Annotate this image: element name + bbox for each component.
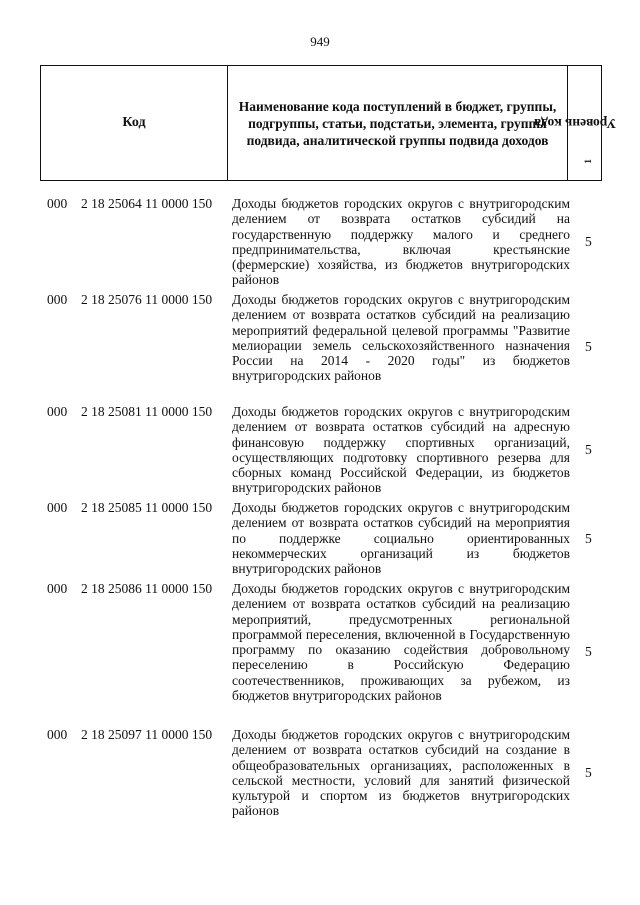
row-level: 5 <box>585 234 592 249</box>
row-description: Доходы бюджетов городских округов с внутригородским делением от возврата остатков субсидий на создание в общеобразовательных организациях, расположенных в сельской местности, условий для занятий физической культурой и спортом из бюджетов внутригородских районов <box>232 727 570 819</box>
row-code: 2 18 25086 11 0000 150 <box>81 581 213 596</box>
row-prefix: 000 <box>47 581 68 596</box>
row-prefix: 000 <box>47 292 68 307</box>
row-description: Доходы бюджетов городских округов с внутригородским делением от возврата остатков субсидий на мероприятия по поддержке социально ориентированных некоммерческих организаций из бюджетов внутригородских районов <box>232 500 570 577</box>
row-level: 5 <box>585 442 592 457</box>
header-level <box>534 66 617 180</box>
row-code: 2 18 25097 11 0000 150 <box>81 727 213 742</box>
header-name: Наименование кода поступлений в бюджет, группы, подгруппы, статьи, подстатьи, элемента, группы подвида, аналитической группы подвида доходов <box>228 66 568 180</box>
page-number: 949 <box>310 34 330 49</box>
row-level: 5 <box>585 765 592 780</box>
row-description: Доходы бюджетов городских округов с внутригородским делением от возврата остатков субсидий на адресную финансовую поддержку спортивных организаций, осуществляющих подготовку спортивного резерва для сборных команд Российской Федерации, из бюджетов внутригородских районов <box>232 404 570 496</box>
row-code: 2 18 25081 11 0000 150 <box>81 404 213 419</box>
row-level: 5 <box>585 339 592 354</box>
row-code: 2 18 25064 11 0000 150 <box>81 196 213 211</box>
row-description: Доходы бюджетов городских округов с внутригородским делением от возврата остатков субсидий на реализацию мероприятий федеральной целевой программы "Развитие мелиорации земель сельскохозяйственного назначения России на 2014 - 2020 годы" из бюджетов внутригородских районов <box>232 292 570 384</box>
header-level-footnote: 1 <box>583 159 594 164</box>
row-prefix: 000 <box>47 196 68 211</box>
row-prefix: 000 <box>47 404 68 419</box>
row-code: 2 18 25076 11 0000 150 <box>81 292 213 307</box>
row-description: Доходы бюджетов городских округов с внутригородским делением от возврата остатков субсидий на государственную поддержку малого и среднего предпринимательства, включая крестьянские (фермерские) хозяйства, из бюджетов внутригородских районов <box>232 196 570 288</box>
row-description: Доходы бюджетов городских округов с внутригородским делением от возврата остатков субсидий на реализацию мероприятий, предусмотренных региональной программой переселения, включенной в Государственную программу по оказанию содействия добровольному переселению в Российскую Федерацию соотечественников, проживающих за рубежом, из бюджетов внутригородских районов <box>232 581 570 704</box>
table-header <box>40 65 617 181</box>
header-code: Код <box>41 66 228 180</box>
header-level-label: Уровень кода <box>534 116 617 131</box>
row-prefix: 000 <box>47 500 68 515</box>
row-code: 2 18 25085 11 0000 150 <box>81 500 213 515</box>
row-level: 5 <box>585 531 592 546</box>
row-level: 5 <box>585 644 592 659</box>
row-prefix: 000 <box>47 727 68 742</box>
